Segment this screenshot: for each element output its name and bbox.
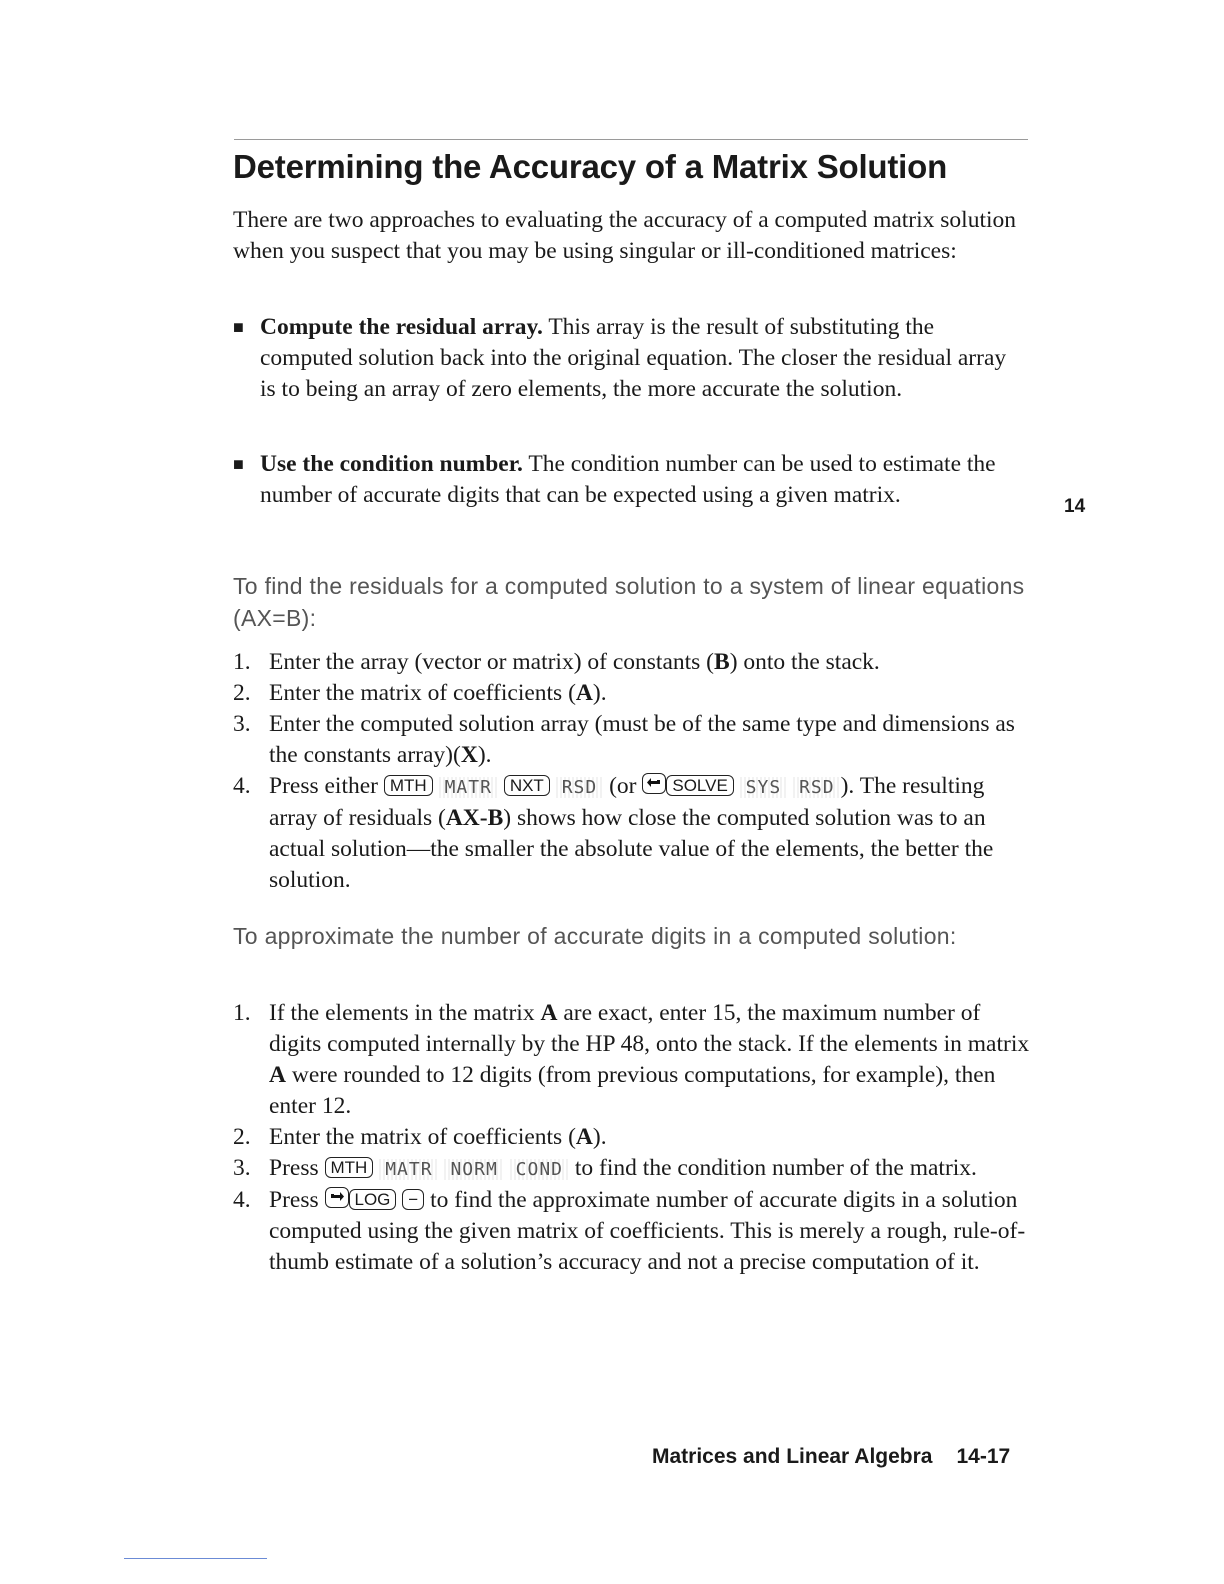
minus-key: − bbox=[402, 1189, 424, 1210]
bullet-residual bbox=[233, 312, 1023, 405]
list-item: 1. If the elements in the matrix A are exact, enter 15, the maximum number of digits computed internally by the HP 48, onto the stack. If the elements in matrix A were rounded to 12 digits (from previous computations, for example), then enter 12. bbox=[233, 1000, 1030, 1119]
matr-menu-key: MATR bbox=[439, 777, 498, 798]
rsd-menu-key: RSD bbox=[556, 777, 604, 798]
intro-paragraph: There are two approaches to evaluating the accuracy of a computed matrix solution when you suspect that you may be using singular or ill-conditioned matrices: bbox=[233, 207, 1017, 264]
rsd-menu-key: RSD bbox=[793, 777, 841, 798]
list-item: 4. Press either MTH MATR NXT RSD (or SOLVE SYS RSD ). The resulting array of residuals (AX-B) shows how close the computed solution was to an actual solution—the smaller the absolute value of the elements, the better the solution. bbox=[233, 773, 994, 893]
matr-menu-key: MATR bbox=[379, 1159, 438, 1180]
page-footer bbox=[652, 1445, 1010, 1469]
list-item: 3. Enter the computed solution array (must be of the same type and dimensions as the constants array)(X). bbox=[233, 711, 1015, 768]
section1-heading: To find the residuals for a computed solution to a system of linear equations (AX=B): bbox=[233, 573, 1025, 631]
chapter-tab: 14 bbox=[1064, 496, 1086, 517]
solve-key: SOLVE bbox=[666, 775, 733, 796]
cond-menu-key: COND bbox=[510, 1159, 569, 1180]
right-shift-key-icon bbox=[325, 1187, 349, 1208]
sys-menu-key: SYS bbox=[740, 777, 788, 798]
left-shift-key-icon bbox=[642, 773, 666, 794]
section2-heading: To approximate the number of accurate digits in a computed solution: bbox=[233, 923, 957, 949]
bullet-lead: Use the condition number. bbox=[260, 451, 523, 477]
bottom-rule bbox=[124, 1558, 267, 1559]
bullet-square-icon: ■ bbox=[233, 454, 244, 474]
log-key: LOG bbox=[349, 1189, 397, 1210]
mth-key: MTH bbox=[384, 775, 433, 796]
footer-title: Matrices and Linear Algebra bbox=[652, 1445, 933, 1468]
list-item: 4. Press LOG − to find the approximate number of accurate digits in a solution computed using the given matrix of coefficients. This is merely a rough, rule-of-thumb estimate of a solution’s accuracy and not a precise computation of it. bbox=[233, 1187, 1026, 1275]
section1-steps bbox=[233, 647, 1033, 896]
bullet-text: The condition number can be used to estimate the number of accurate digits that can be expected using a given matrix. bbox=[260, 451, 996, 508]
nxt-key: NXT bbox=[504, 775, 550, 796]
bullet-condition bbox=[233, 449, 1023, 511]
norm-menu-key: NORM bbox=[444, 1159, 503, 1180]
bullet-square-icon: ■ bbox=[233, 317, 244, 337]
list-item: 1. Enter the array (vector or matrix) of constants (B) onto the stack. bbox=[233, 649, 880, 675]
list-item: 2. Enter the matrix of coefficients (A). bbox=[233, 1124, 607, 1150]
list-item: 3. Press MTH MATR NORM COND to find the condition number of the matrix. bbox=[233, 1155, 977, 1181]
section2-steps bbox=[233, 998, 1033, 1278]
page-number: 14-17 bbox=[956, 1445, 1011, 1468]
list-item: 2. Enter the matrix of coefficients (A). bbox=[233, 680, 607, 706]
top-rule bbox=[234, 139, 1028, 140]
mth-key: MTH bbox=[325, 1157, 374, 1178]
bullet-text: This array is the result of substituting the computed solution back into the original equation. The closer the residual array is to being an array of zero elements, the more accurate the solution. bbox=[260, 314, 1007, 402]
bullet-lead: Compute the residual array. bbox=[260, 314, 543, 340]
page-title: Determining the Accuracy of a Matrix Solution bbox=[233, 148, 948, 185]
